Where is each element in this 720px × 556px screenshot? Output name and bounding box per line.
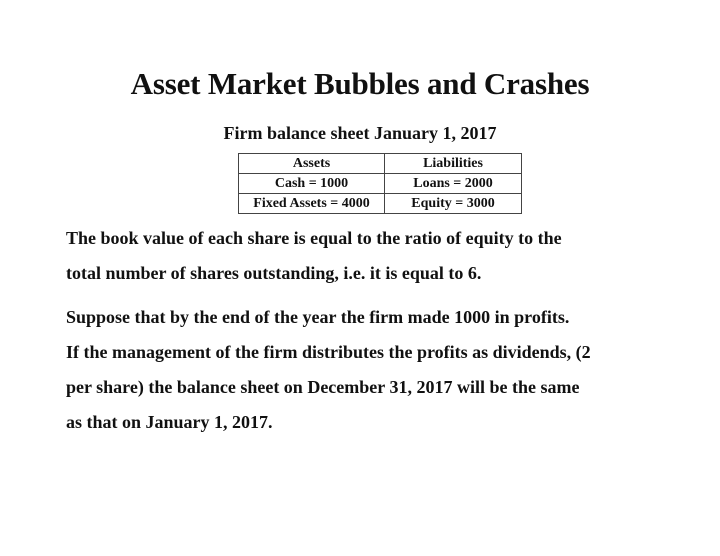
- book-value-paragraph: [66, 221, 686, 291]
- fixed-assets-cell: Fixed Assets = 4000: [239, 194, 385, 214]
- cash-cell: Cash = 1000: [239, 174, 385, 194]
- text-line: Suppose that by the end of the year the firm made 1000 in profits.: [66, 307, 570, 327]
- dividend-paragraph: [66, 300, 686, 440]
- table-row: [239, 194, 522, 214]
- table-row: [239, 174, 522, 194]
- assets-header: Assets: [239, 154, 385, 174]
- text-line: total number of shares outstanding, i.e. it is equal to 6.: [66, 263, 482, 283]
- text-line: The book value of each share is equal to the ratio of equity to the: [66, 228, 562, 248]
- liabilities-header: Liabilities: [385, 154, 522, 174]
- text-line: per share) the balance sheet on December 31, 2017 will be the same: [66, 377, 580, 397]
- balance-sheet-table: [238, 153, 522, 214]
- text-line: as that on January 1, 2017.: [66, 412, 273, 432]
- equity-cell: Equity = 3000: [385, 194, 522, 214]
- slide-title: Asset Market Bubbles and Crashes: [130, 66, 590, 101]
- balance-sheet-caption: Firm balance sheet January 1, 2017: [223, 123, 497, 143]
- text-line: If the management of the firm distributes the profits as dividends, (2: [66, 342, 591, 362]
- table-header-row: [239, 154, 522, 174]
- loans-cell: Loans = 2000: [385, 174, 522, 194]
